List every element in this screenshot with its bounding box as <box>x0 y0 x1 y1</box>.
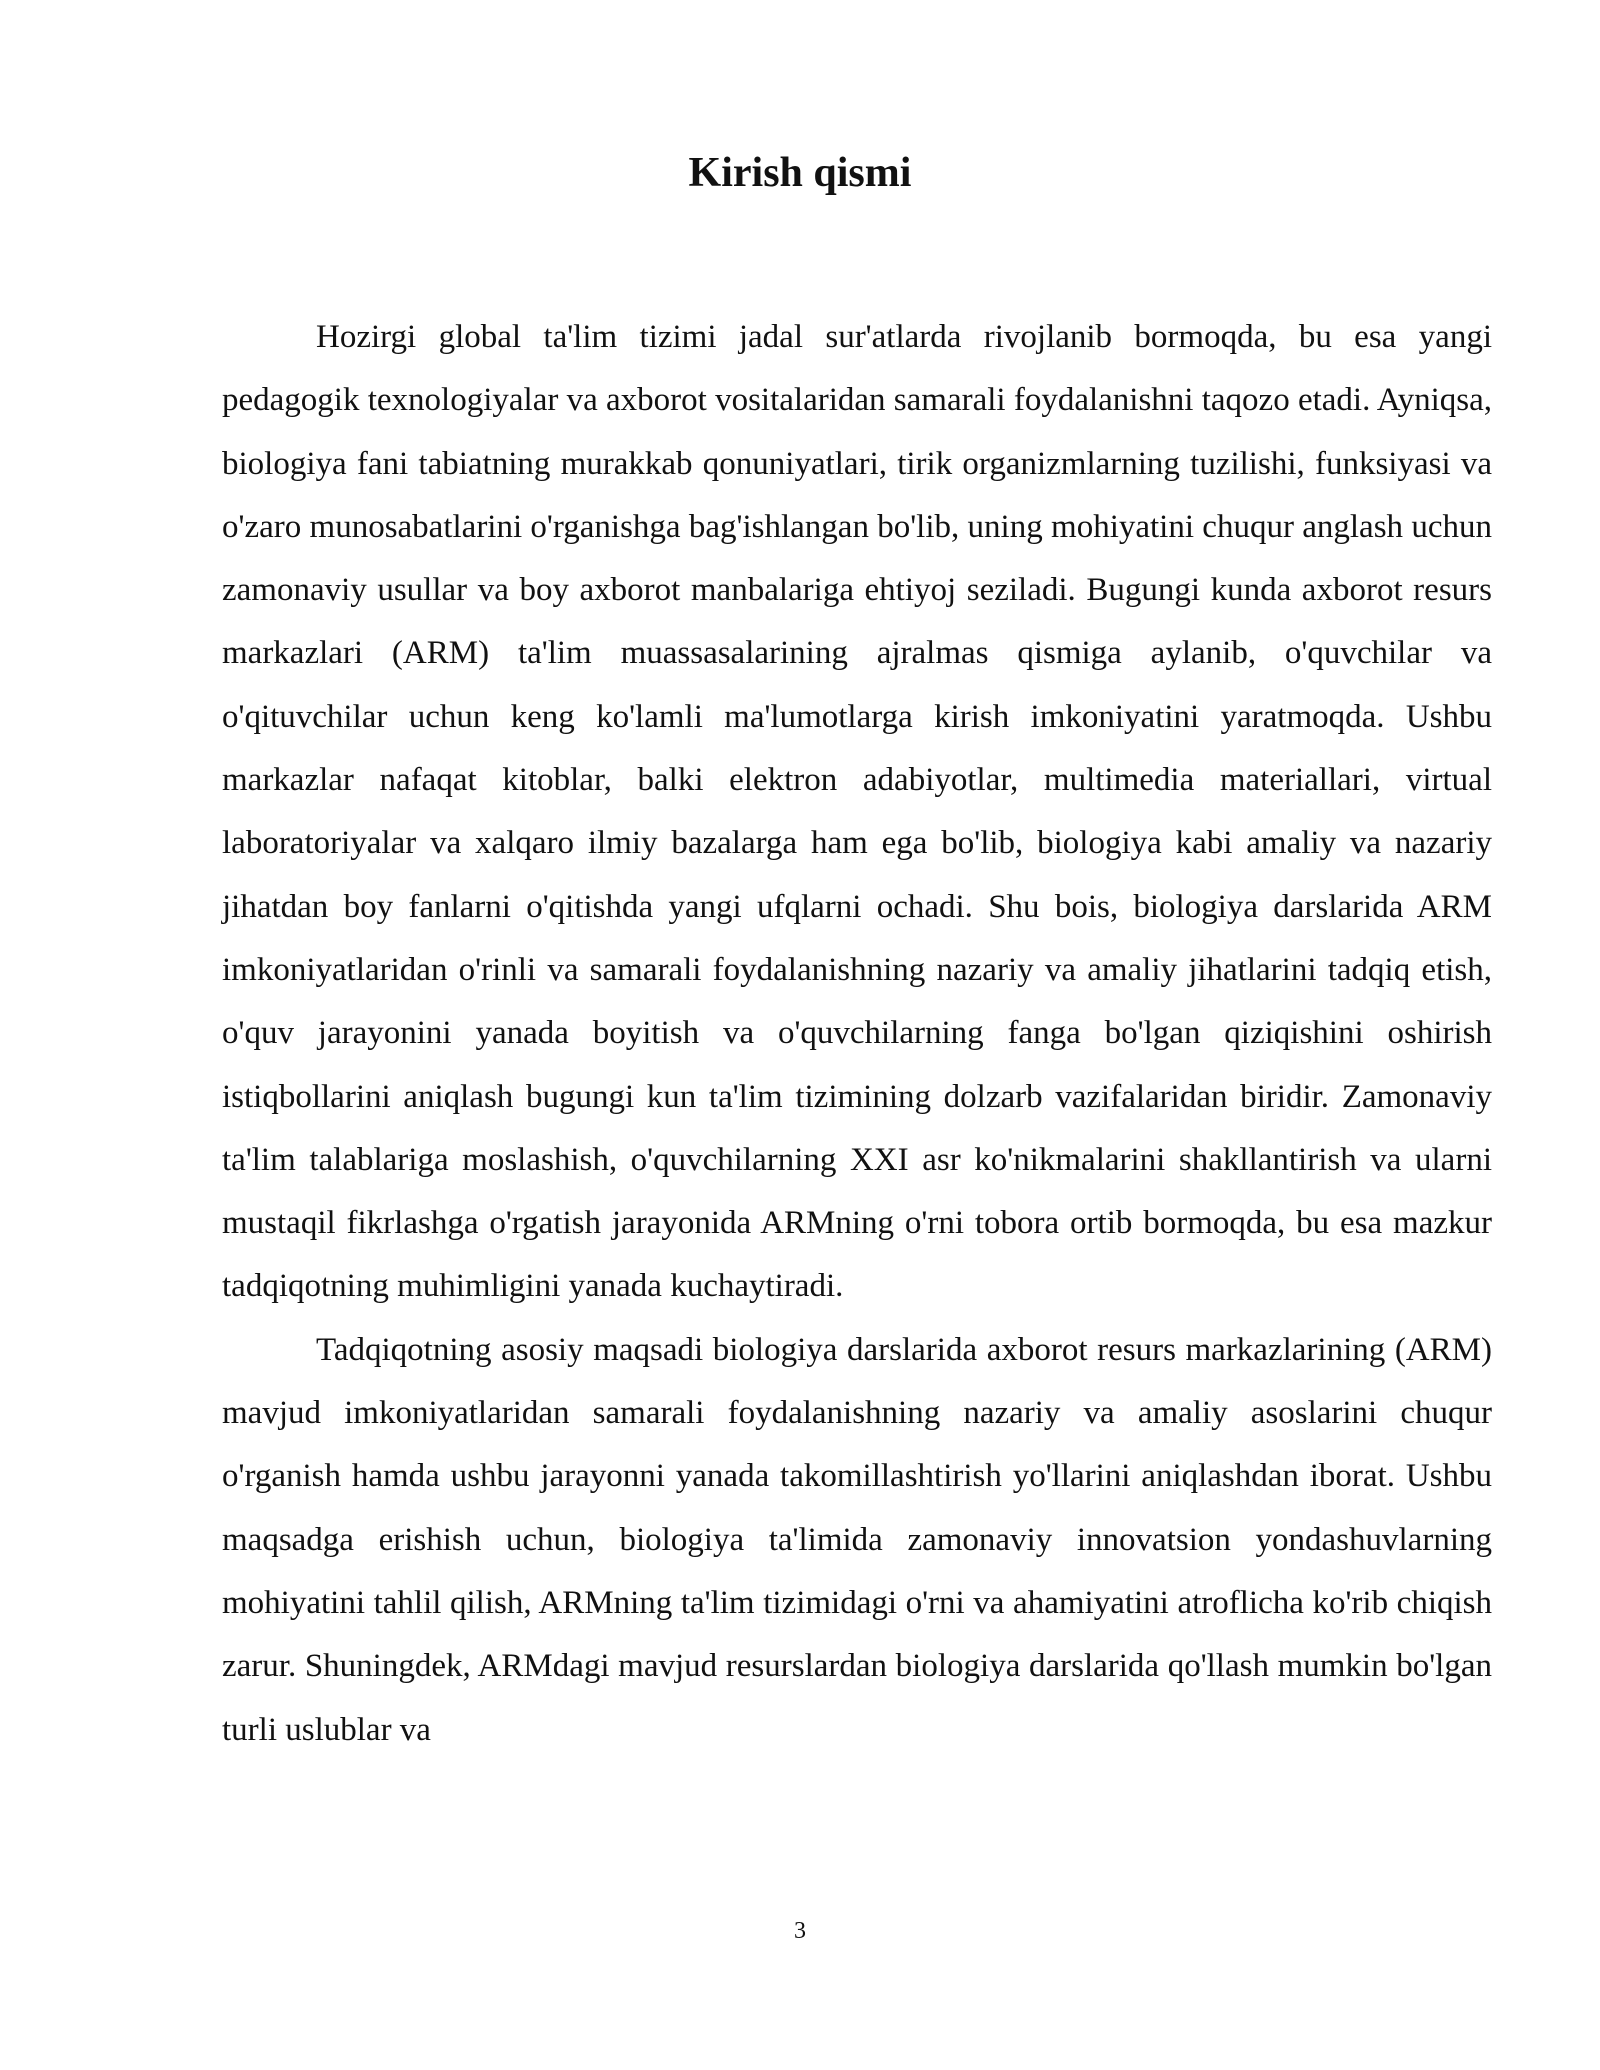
page-number: 3 <box>794 1918 806 1944</box>
paragraph-1: Hozirgi global ta'lim tizimi jadal sur'atlarda rivojlanib bormoqda, bu esa yangi pedagogik texnologiyalar va axborot vositalaridan samarali foydalanishni taqozo etadi. Ayniqsa, biologiya fani tabiatning murakkab qonuniyatlari, tirik organizmlarning tuzilishi, funksiyasi va o'zaro munosabatlarini o'rganishga bag'ishlangan bo'lib, uning mohiyatini chuqur anglash uchun zamonaviy usullar va boy axborot manbalariga ehtiyoj seziladi. Bugungi kunda axborot resurs markazlari (ARM) ta'lim muassasalarining ajralmas qismiga aylanib, o'quvchilar va o'qituvchilar uchun keng ko'lamli ma'lumotlarga kirish imkoniyatini yaratmoqda. Ushbu markazlar nafaqat kitoblar, balki elektron adabiyotlar, multimedia materiallari, virtual laboratoriyalar va xalqaro ilmiy bazalarga ham ega bo'lib, biologiya kabi amaliy va nazariy jihatdan boy fanlarni o'qitishda yangi ufqlarni ochadi. Shu bois, biologiya darslarida ARM imkoniyatlaridan o'rinli va samarali foydalanishning nazariy va amaliy jihatlarini tadqiq etish, o'quv jarayonini yanada boyitish va o'quvchilarning fanga bo'lgan qiziqishini oshirish istiqbollarini aniqlash bugungi kun ta'lim tizimining dolzarb vazifalaridan biridir. Zamonaviy ta'lim talablariga moslashish, o'quvchilarning XXI asr ko'nikmalarini shakllantirish va ularni mustaqil fikrlashga o'rgatish jarayonida ARMning o'rni tobora ortib bormoqda, bu esa mazkur tadqiqotning muhimligini yanada kuchaytiradi. <box>222 319 1492 1305</box>
page-title: Kirish qismi <box>688 150 912 196</box>
paragraph-2: Tadqiqotning asosiy maqsadi biologiya darslarida axborot resurs markazlarining (ARM) mavjud imkoniyatlaridan samarali foydalanishning nazariy va amaliy asoslarini chuqur o'rganish hamda ushbu jarayonni yanada takomillashtirish yo'llarini aniqlashdan iborat. Ushbu maqsadga erishish uchun, biologiya ta'limida zamonaviy innovatsion yondashuvlarning mohiyatini tahlil qilish, ARMning ta'lim tizimidagi o'rni va ahamiyatini atroflicha ko'rib chiqish zarur. Shuningdek, ARMdagi mavjud resurslardan biologiya darslarida qo'llash mumkin bo'lgan turli uslublar va <box>222 1331 1492 1748</box>
body-text <box>222 306 1492 1762</box>
